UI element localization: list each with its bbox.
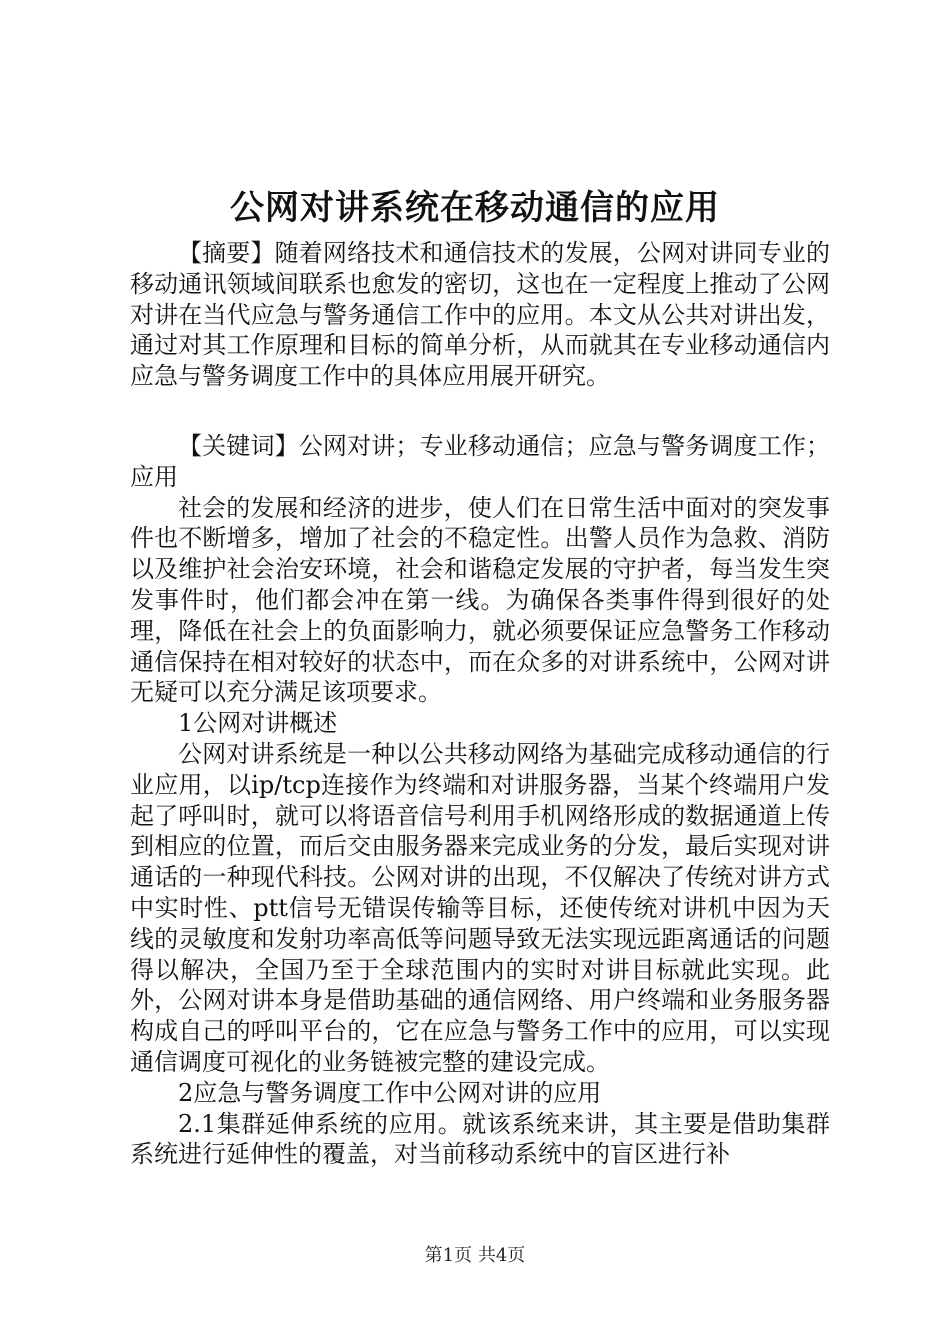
abstract-paragraph: 【摘要】随着网络技术和通信技术的发展，公网对讲同专业的移动通讯领域间联系也愈发的密切，这也在一定程度上推动了公网对讲在当代应急与警务通信工作中的应用。本文从公共对讲出发，通过对其工作原理和目标的简单分析，从而就其在专业移动通信内应急与警务调度工作中的具体应用展开研究。 [130, 239, 830, 391]
section-2-heading: 2应急与警务调度工作中公网对讲的应用 [178, 1078, 602, 1107]
intro-paragraph: 社会的发展和经济的进步，使人们在日常生活中面对的突发事件也不断增多，增加了社会的不稳定性。出警人员作为急救、消防以及维护社会治安环境，社会和谐稳定发展的守护者，每当发生突发事件时，他们都会冲在第一线。为确保各类事件得到很好的处理，降低在社会上的负面影响力，就必须要保证应急警务工作移动通信保持在相对较好的状态中，而在众多的对讲系统中，公网对讲无疑可以充分满足该项要求。 [130, 493, 830, 707]
page-number-footer: 第1页 共4页 [424, 1245, 526, 1266]
section-2-1-paragraph: 2.1集群延伸系统的应用。就该系统来讲，其主要是借助集群系统进行延伸性的覆盖，对当前移动系统中的盲区进行补 [130, 1109, 830, 1169]
section-1-heading: 1公网对讲概述 [178, 709, 338, 738]
paragraph-spacer [130, 392, 830, 431]
document-body [130, 238, 830, 1170]
document-title: 公网对讲系统在移动通信的应用 [230, 188, 720, 228]
keywords-paragraph: 【关键词】公网对讲；专业移动通信；应急与警务调度工作；应用 [130, 431, 830, 491]
section-1-paragraph: 公网对讲系统是一种以公共移动网络为基础完成移动通信的行业应用，以ip/tcp连接作为终端和对讲服务器，当某个终端用户发起了呼叫时，就可以将语音信号利用手机网络形成的数据通道上传到相应的位置，而后交由服务器来完成业务的分发，最后实现对讲通话的一种现代科技。公网对讲的出现，不仅解决了传统对讲方式中实时性、ptt信号无错误传输等目标，还使传统对讲机中因为天线的灵敏度和发射功率高低等问题导致无法实现远距离通话的问题得以解决，全国乃至于全球范围内的实时对讲目标就此实现。此外，公网对讲本身是借助基础的通信网络、用户终端和业务服务器构成自己的呼叫平台的，它在应急与警务工作中的应用，可以实现通信调度可视化的业务链被完整的建设完成。 [130, 739, 830, 1076]
